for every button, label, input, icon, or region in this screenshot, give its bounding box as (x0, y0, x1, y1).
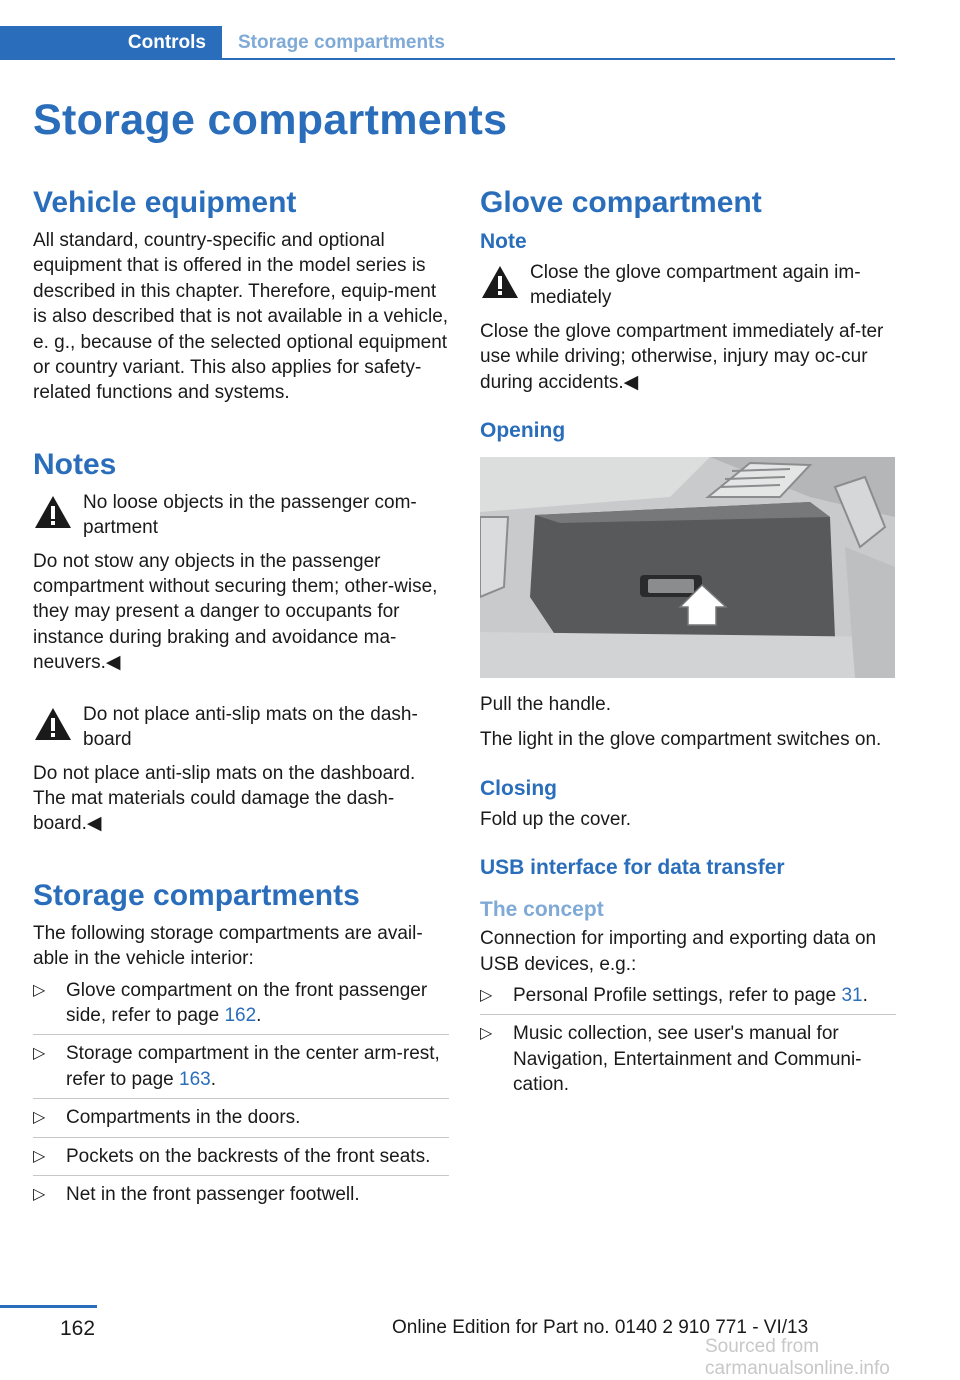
heading-storage-compartments: Storage compartments (33, 878, 360, 912)
glove-compartment-illustration (480, 457, 895, 678)
list-item: ▷ Pockets on the backrests of the front seats. (33, 1144, 449, 1176)
warning-body: Do not place anti-slip mats on the dashboard. The mat materials could damage the dash‐board.◀ (33, 762, 416, 835)
warning-triangle-icon (33, 706, 73, 742)
triangle-bullet-icon: ▷ (33, 1185, 46, 1203)
storage-intro: The following storage compartments are avail‐able in the vehicle interior: (33, 922, 423, 970)
triangle-bullet-icon: ▷ (33, 1147, 46, 1165)
header-section-tab: Controls (0, 26, 222, 60)
opening-step-2: The light in the glove compartment switches on. (480, 729, 882, 751)
triangle-bullet-icon: ▷ (33, 1109, 46, 1127)
header-rule (222, 58, 895, 60)
page-link[interactable]: 162 (224, 1004, 257, 1026)
page-title: Storage compartments (33, 96, 508, 144)
heading-vehicle-equipment: Vehicle equipment (33, 186, 297, 219)
list-item: ▷ Compartments in the doors. (33, 1105, 449, 1137)
heading-glove-compartment: Glove compartment (480, 186, 762, 219)
footer-rule (0, 1305, 97, 1308)
left-column (33, 184, 449, 1219)
usb-list (480, 983, 896, 1104)
heading-closing: Closing (480, 776, 557, 800)
heading-notes: Notes (33, 447, 117, 481)
warning-triangle-icon (33, 494, 73, 530)
right-column (480, 184, 896, 1110)
concept-text: Connection for importing and exporting data on USB devices, e.g.: (480, 928, 877, 975)
list-item: ▷ Glove compartment on the front passenger side, refer to page 162. (33, 978, 449, 1036)
watermark: Sourced from carmanualsonline.info (705, 1336, 890, 1379)
storage-list (33, 978, 449, 1214)
triangle-bullet-icon: ▷ (480, 987, 493, 1005)
opening-step-1: Pull the handle. (480, 694, 611, 716)
page-link[interactable]: 163 (179, 1068, 211, 1090)
warning-title: No loose objects in the passenger com‐partment (83, 491, 417, 539)
heading-the-concept: The concept (480, 898, 604, 922)
list-item: ▷ Personal Profile settings, refer to page 31. (480, 983, 896, 1015)
running-header (0, 26, 895, 62)
list-item: ▷ Net in the front passenger footwell. (33, 1182, 449, 1213)
list-item: ▷ Music collection, see user's manual for Navigation, Entertainment and Communi‐cation. (480, 1023, 862, 1096)
triangle-bullet-icon: ▷ (33, 981, 46, 999)
warning-body: Close the glove compartment immediately af‐ter use while driving; otherwise, injury may oc‐cur during accidents.◀ (480, 320, 884, 393)
triangle-bullet-icon: ▷ (33, 1045, 46, 1063)
page-number: 162 (60, 1317, 96, 1340)
triangle-bullet-icon: ▷ (480, 1025, 493, 1043)
page-link[interactable]: 31 (841, 985, 863, 1007)
warning-title: Do not place anti-slip mats on the dash‐board (83, 703, 418, 751)
warning-anti-slip-mats (33, 702, 449, 753)
closing-text: Fold up the cover. (480, 808, 632, 830)
heading-opening: Opening (480, 419, 566, 443)
list-item: ▷ Storage compartment in the center arm‐rest, refer to page 163. (33, 1041, 449, 1099)
warning-body: Do not stow any objects in the passenger compartment without securing them; other‐wise, they may present a danger to occupants for instance during braking and avoidance ma‐neuvers.◀ (33, 550, 438, 674)
warning-title: Close the glove compartment again im‐mediately (530, 262, 861, 309)
heading-usb-interface: USB interface for data transfer (480, 856, 785, 880)
warning-loose-objects (33, 490, 449, 541)
heading-note: Note (480, 230, 527, 253)
header-subsection: Storage compartments (238, 32, 445, 53)
warning-close-glove (480, 260, 896, 311)
warning-triangle-icon (480, 264, 520, 300)
edition-info: Online Edition for Part no. 0140 2 910 771 - VI/13 (392, 1317, 809, 1338)
vehicle-equipment-text: All standard, country-specific and optional equipment that is offered in the model series is described in this chapter. Therefore, equip‐ment is also described that is not available in a vehicle, e. g., because of the selected optional equipment or country variant. This also applies for safety-related functions and systems. (33, 230, 449, 404)
